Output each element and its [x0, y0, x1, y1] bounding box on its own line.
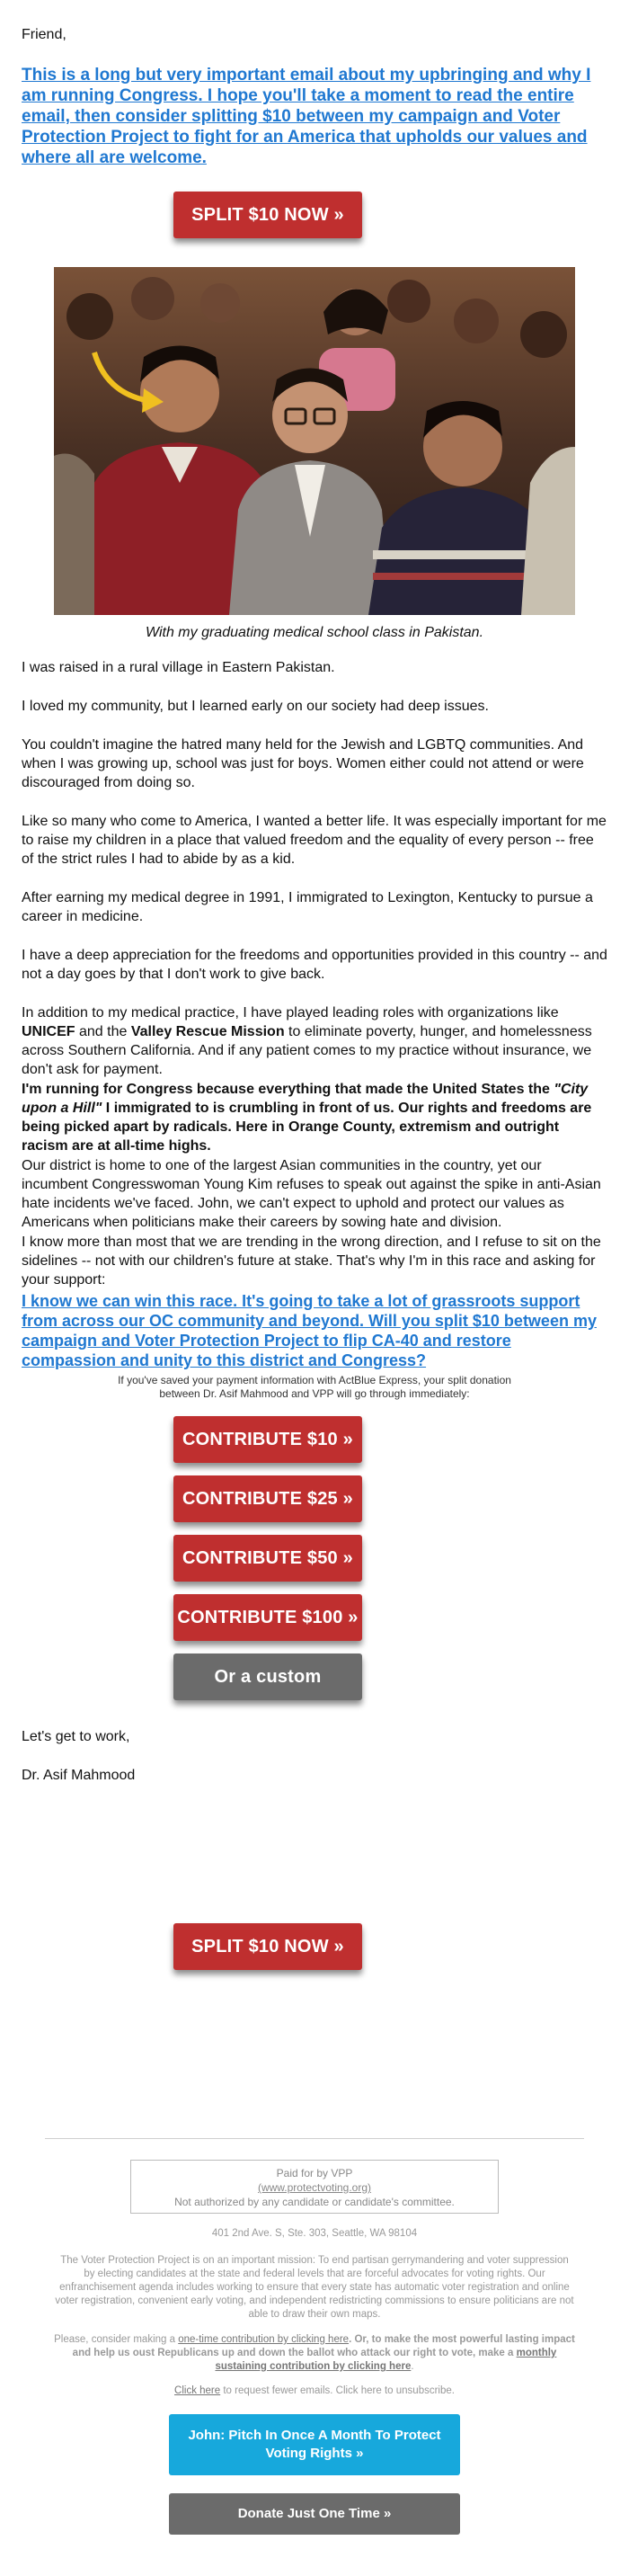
paragraph: I have a deep appreciation for the freedoms and opportunities provided in this country -- and not a day goes by that I don't work to give back.	[22, 948, 607, 982]
graduation-photo[interactable]	[54, 267, 575, 615]
photo-caption: With my graduating medical school class in Pakistan.	[145, 625, 484, 640]
footer-mission: The Voter Protection Project is on an important mission: To end partisan gerrymandering and voter suppression by electing candidates at the state and federal levels that are forceful advocates for voting rights. Our enfranchisement agenda includes working to ensure that every state has automatic voter registration and online voter registration, convenient early voting, and independent redistricting commissions to ensure politicians are not able to draw their own maps.	[55, 2255, 574, 2320]
footer-fewer: Click here to request fewer emails. Click here to unsubscribe.	[174, 2385, 455, 2396]
ask-link[interactable]: I know we can win this race. It's going to take a lot of grassroots support from across our OC community and beyond. Will you split $10 between my campaign and Voter Protection Project to flip CA-40 and restore compassion and unity to this district and Congress?	[22, 1292, 597, 1369]
paragraph: After earning my medical degree in 1991, I immigrated to Lexington, Kentucky to pursue a career in medicine.	[22, 890, 593, 924]
fewer-emails-link[interactable]: Click here	[174, 2385, 221, 2396]
paid-by: Paid for by VPP	[276, 2167, 353, 2179]
paragraph: I know more than most that we are trending in the wrong direction, and I refuse to sit on the sidelines -- not with our children's future at stake. That's why I'm in this race and asking for your support:	[22, 1235, 601, 1288]
greeting: Friend,	[22, 27, 66, 42]
footer-address: 401 2nd Ave. S, Ste. 303, Seattle, WA 98104	[211, 2228, 418, 2239]
contribute-25-button[interactable]: CONTRIBUTE $25 »	[173, 1475, 362, 1522]
paragraph: I was raised in a rural village in Eastern Pakistan.	[22, 660, 335, 675]
paragraph: I loved my community, but I learned early on our society had deep issues.	[22, 699, 489, 714]
signoff: Let's get to work,	[22, 1729, 130, 1744]
paragraph: Like so many who come to America, I wanted a better life. It was especially important for me to raise my children in a place that valued freedom and the equality of every person -- free of the strict rules I had to abide by as a kid.	[22, 814, 607, 867]
paid-for-box	[130, 2160, 499, 2214]
footer-divider	[45, 2138, 584, 2139]
one-time-link[interactable]: one-time contribution by clicking here	[178, 2334, 350, 2345]
contribute-10-button[interactable]: CONTRIBUTE $10 »	[173, 1416, 362, 1463]
vpp-url[interactable]: (www.protectvoting.org)	[257, 2181, 372, 2194]
paragraph-organizations: In addition to my medical practice, I have played leading roles with organizations like UNICEF and the Valley Rescue Mission to eliminate poverty, hunger, and homelessness across Southern California. And if any patient comes to my practice without insurance, we don't ask for payment.	[22, 1005, 592, 1077]
monthly-link[interactable]: monthly sustaining contribution by clicking here	[215, 2348, 557, 2372]
paragraph: You couldn't imagine the hatred many held for the Jewish and LGBTQ communities. And when I was growing up, school was just for boys. Women either could not attend or were discouraged from doing so.	[22, 737, 584, 790]
split-10-button-bottom[interactable]: SPLIT $10 NOW »	[173, 1923, 362, 1970]
graduation-photo-image	[54, 267, 575, 615]
contribute-100-button[interactable]: CONTRIBUTE $100 »	[173, 1594, 362, 1641]
one-time-donation-button[interactable]: Donate Just One Time »	[169, 2493, 460, 2535]
contribute-50-button[interactable]: CONTRIBUTE $50 »	[173, 1535, 362, 1582]
signature: Dr. Asif Mahmood	[22, 1768, 136, 1783]
monthly-donation-button[interactable]: John: Pitch In Once A Month To Protect Voting Rights »	[169, 2414, 460, 2475]
lead-link[interactable]: This is a long but very important email about my upbringing and why I am running Congress. I hope you'll take a moment to read the entire email, then consider splitting $10 between my campaign and Voter Protection Project to fight for an America that upholds our values and where all are welcome.	[22, 66, 591, 167]
split-10-button[interactable]: SPLIT $10 NOW »	[173, 192, 362, 238]
paragraph: Our district is home to one of the largest Asian communities in the country, yet our incumbent Congresswoman Young Kim refuses to speak out against the spike in anti-Asian hate incidents we've faced. John, we can't expect to uphold and protect our values as Americans when politicians make their careers by sowing hate and division.	[22, 1158, 601, 1230]
paragraph-running: I'm running for Congress because everything that made the United States the "City upon a Hill" I immigrated to is crumbling in front of us. Our rights and freedoms are being picked apart by radicals. Here in Orange County, extremism and outright racism are at all-time highs.	[22, 1082, 592, 1154]
not-authorized: Not authorized by any candidate or candidate's committee.	[174, 2196, 455, 2208]
custom-donation-button[interactable]: Or a custom donation »	[173, 1653, 362, 1700]
actblue-note: If you've saved your payment information with ActBlue Express, your split donation between Dr. Asif Mahmood and VPP will go through immediately:	[118, 1374, 511, 1400]
footer-consider: Please, consider making a one-time contribution by clicking here. Or, to make the most powerful lasting impact and help us oust Republicans up and down the ballot who attack our right to vote, make a monthly sustaining contribution by clicking here.	[54, 2334, 575, 2372]
